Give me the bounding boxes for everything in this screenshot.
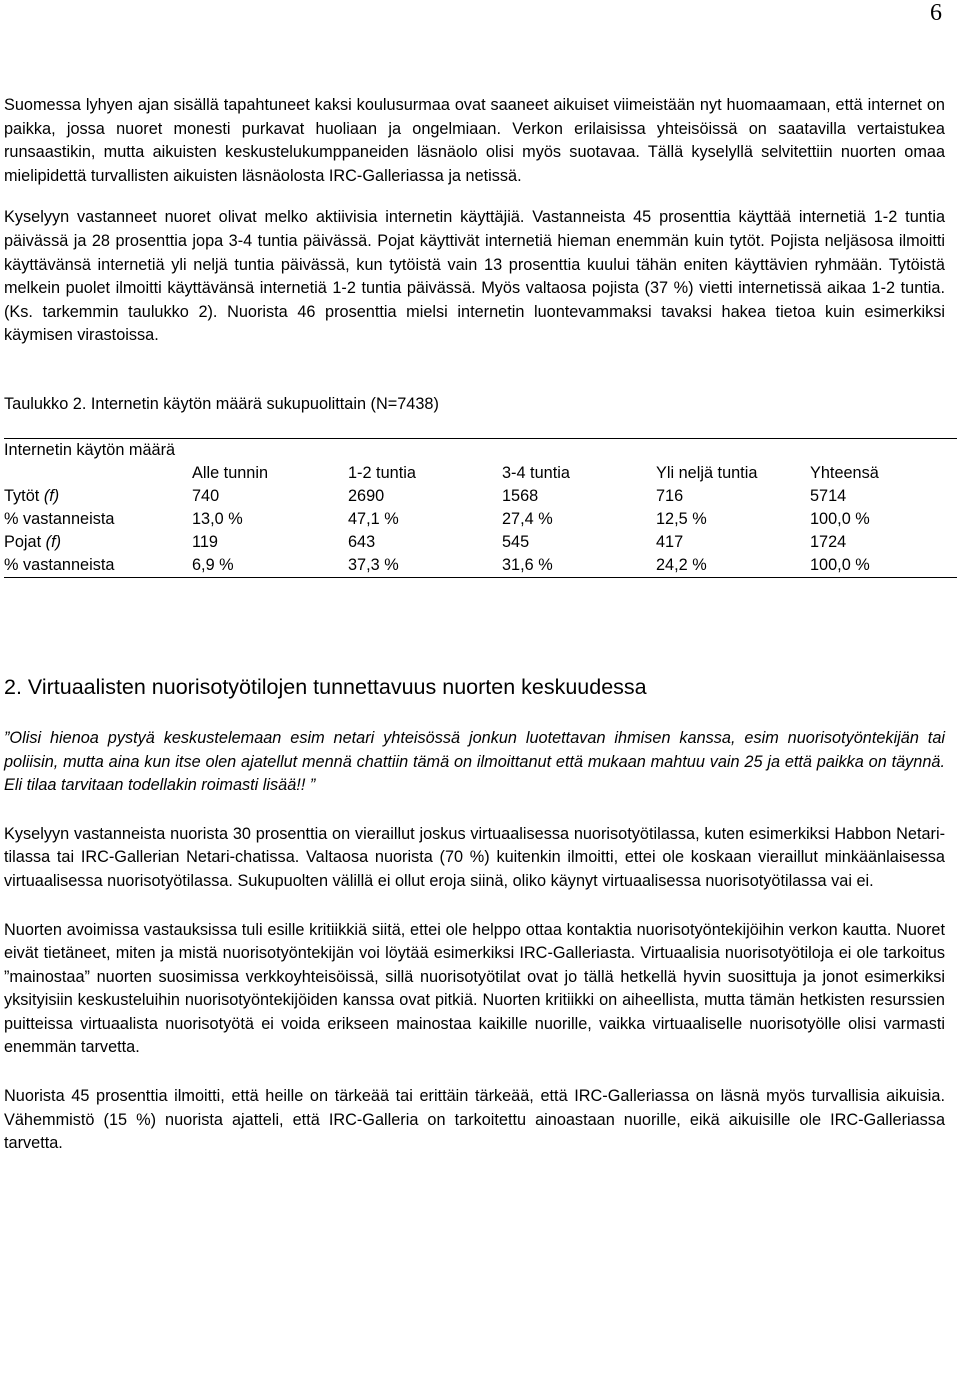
table-cell: 37,3 % bbox=[348, 554, 502, 578]
table-row-label bbox=[4, 531, 192, 554]
table-row bbox=[4, 485, 957, 508]
table-cell: 100,0 % bbox=[810, 554, 957, 578]
paragraph-intro: Suomessa lyhyen ajan sisällä tapahtuneet kaksi koulusurmaa ovat saaneet aikuiset viimeistään nyt huomaamaan, että internet on paikka, jossa nuoret monesti purkavat huoliaan ja ongelmiaan. Verkon erilaisissa yhteisöissä on saatavilla vertaistukea runsaastikin, mutta aikuisten keskustelukumppaneiden läsnäolo olisi myös suotavaa. Tällä kyselyllä selvitettiin nuorten omaa mielipidettä turvallisten aikuisten läsnäolosta IRC-Galleriassa ja netissä. bbox=[4, 96, 945, 185]
table-cell: 2690 bbox=[348, 486, 385, 505]
table-row bbox=[4, 508, 957, 531]
table-cell: 13,0 % bbox=[192, 509, 243, 528]
table-cell: 417 bbox=[656, 532, 684, 551]
table-cell: 12,5 % bbox=[656, 509, 707, 528]
table-row bbox=[4, 554, 957, 578]
table-cell: 47,1 % bbox=[348, 509, 399, 528]
paragraph-virtual-visits: Kyselyyn vastanneista nuorista 30 prosenttia on vieraillut joskus virtuaalisessa nuorisotyötilassa, kuten esimerkiksi Habbon Netari-tilassa tai IRC-Gallerian Netari-chatissa. Valtaosa nuorista (70 %) kuitenkin ilmoitti, ettei ole koskaan vieraillut minkäänlaisessa virtuaalisessa nuorisotyötilassa. Sukupuolten välillä ei ollut eroja siinä, oliko käynyt virtuaalisessa nuorisotyötilassa vai ei. bbox=[4, 824, 945, 890]
table-cell: 119 bbox=[192, 532, 218, 551]
table-cell: 740 bbox=[192, 486, 220, 505]
table-cell: 5714 bbox=[810, 486, 847, 505]
row-label-suffix: (f) bbox=[45, 532, 62, 551]
row-label-suffix: (f) bbox=[43, 486, 60, 505]
table-cell: 1568 bbox=[502, 486, 539, 505]
table-header-cell bbox=[4, 462, 192, 485]
table-cell: 24,2 % bbox=[656, 554, 810, 578]
table-header-cell: 3-4 tuntia bbox=[502, 463, 570, 482]
row-label-text: Pojat bbox=[4, 532, 42, 551]
table-title: Internetin käytön määrä bbox=[4, 438, 957, 462]
table-row bbox=[4, 531, 957, 554]
table-cell: 1724 bbox=[810, 532, 847, 551]
paragraph-safe-adults: Nuorista 45 prosenttia ilmoitti, että heille on tärkeää tai erittäin tärkeää, että IRC-Galleriassa on läsnä myös turvallisia aikuisia. Vähemmistö (15 %) nuorista ajatteli, että IRC-Galleria on tarkoitettu ainoastaan nuorille, eikä aikuisille ole IRC-Galleriassa tarvetta. bbox=[4, 1087, 945, 1153]
table-row-label: % vastanneista bbox=[4, 554, 192, 578]
table-caption: Taulukko 2. Internetin käytön määrä sukupuolittain (N=7438) bbox=[4, 394, 439, 413]
table-cell: 716 bbox=[656, 486, 684, 505]
document-body bbox=[4, 94, 945, 1156]
usage-table bbox=[4, 438, 957, 578]
table-cell: 27,4 % bbox=[502, 509, 553, 528]
table-row-label bbox=[4, 485, 192, 508]
section-heading: 2. Virtuaalisten nuorisotyötilojen tunnettavuus nuorten keskuudessa bbox=[4, 674, 647, 699]
table-row-label: % vastanneista bbox=[4, 509, 115, 528]
row-label-text: Tytöt bbox=[4, 486, 40, 505]
quote-paragraph: ”Olisi hienoa pystyä keskustelemaan esim netari yhteisössä jonkun luotettavan ihmisen kanssa, esim nuorisotyöntekijän tai poliisin, mutta aina kun itse olen ajatellut mennä chattiin tämä on ilmoittanut että mukaan mahtuu vain 25 ja että paikka on täynnä. Eli tilaa tarvitaan todellakin roimasti lisää!! ” bbox=[4, 728, 945, 795]
table-cell: 6,9 % bbox=[192, 554, 348, 578]
table-title-row bbox=[4, 438, 957, 462]
table-header-cell: Yhteensä bbox=[810, 463, 879, 482]
paragraph-internet-usage: Kyselyyn vastanneet nuoret olivat melko aktiivisia internetin käyttäjiä. Vastanneista 45 prosenttia käyttää internetiä 1-2 tuntia päivässä ja 28 prosenttia jopa 3-4 tuntia päivässä. Pojat käyttivät internetiä hieman enemmän kuin tytöt. Pojista neljäsosa ilmoitti käyttävänsä internetiä yli neljä tuntia päivässä, kun tytöistä vain 13 prosenttia kuului tähän eniten käyttävien ryhmään. Tytöistä melkein puolet ilmoitti käyttävänsä internetiä 1-2 tuntia päivässä. Myös valtaosa pojista (37 %) vietti internetissä aikaa 1-2 tuntia. (Ks. tarkemmin taulukko 2). Nuorista 46 prosenttia mielsi internetin luontevammaksi tavaksi hakea tietoa kuin esimerkiksi käymisen virastoissa. bbox=[4, 208, 945, 345]
table-header-cell: Alle tunnin bbox=[192, 463, 269, 482]
usage-table-container bbox=[4, 438, 957, 578]
paragraph-criticism: Nuorten avoimissa vastauksissa tuli esille kritiikkiä siitä, ettei ole helppo ottaa kontaktia nuorisotyöntekijöihin verkon kautta. Nuoret eivät tietäneet, miten ja mistä nuorisotyöntekijän voi löytää esimerkiksi IRC-Galleriasta. Virtuaalisia nuorisotyötiloja ei ole tarkoitus ”mainostaa” nuorten suosimissa verkkoyhteisöissä, sillä nuorisotyötilat ovat jo tällä hetkellä hyvin suosittuja ja jonot esimerkiksi yksityisiin keskusteluihin nuorisotyöntekijöiden kanssa ovat pitkiä. Nuorten kritiikki on aiheellista, mutta tämän hetkisten resurssien puitteissa virtuaalista nuorisotyötä ei voida erikseen mainostaa kaikille nuorille, vaikka virtuaaliselle nuorisotyölle olisi varmasti enemmän tarvetta. bbox=[4, 920, 945, 1057]
table-header-cell: Yli neljä tuntia bbox=[656, 463, 758, 482]
table-cell: 100,0 % bbox=[810, 509, 870, 528]
table-header-row bbox=[4, 462, 957, 485]
page-number: 6 bbox=[930, 0, 942, 26]
table-cell: 545 bbox=[502, 532, 530, 551]
table-cell: 643 bbox=[348, 532, 376, 551]
table-header-cell: 1-2 tuntia bbox=[348, 463, 416, 482]
table-cell: 31,6 % bbox=[502, 554, 656, 578]
